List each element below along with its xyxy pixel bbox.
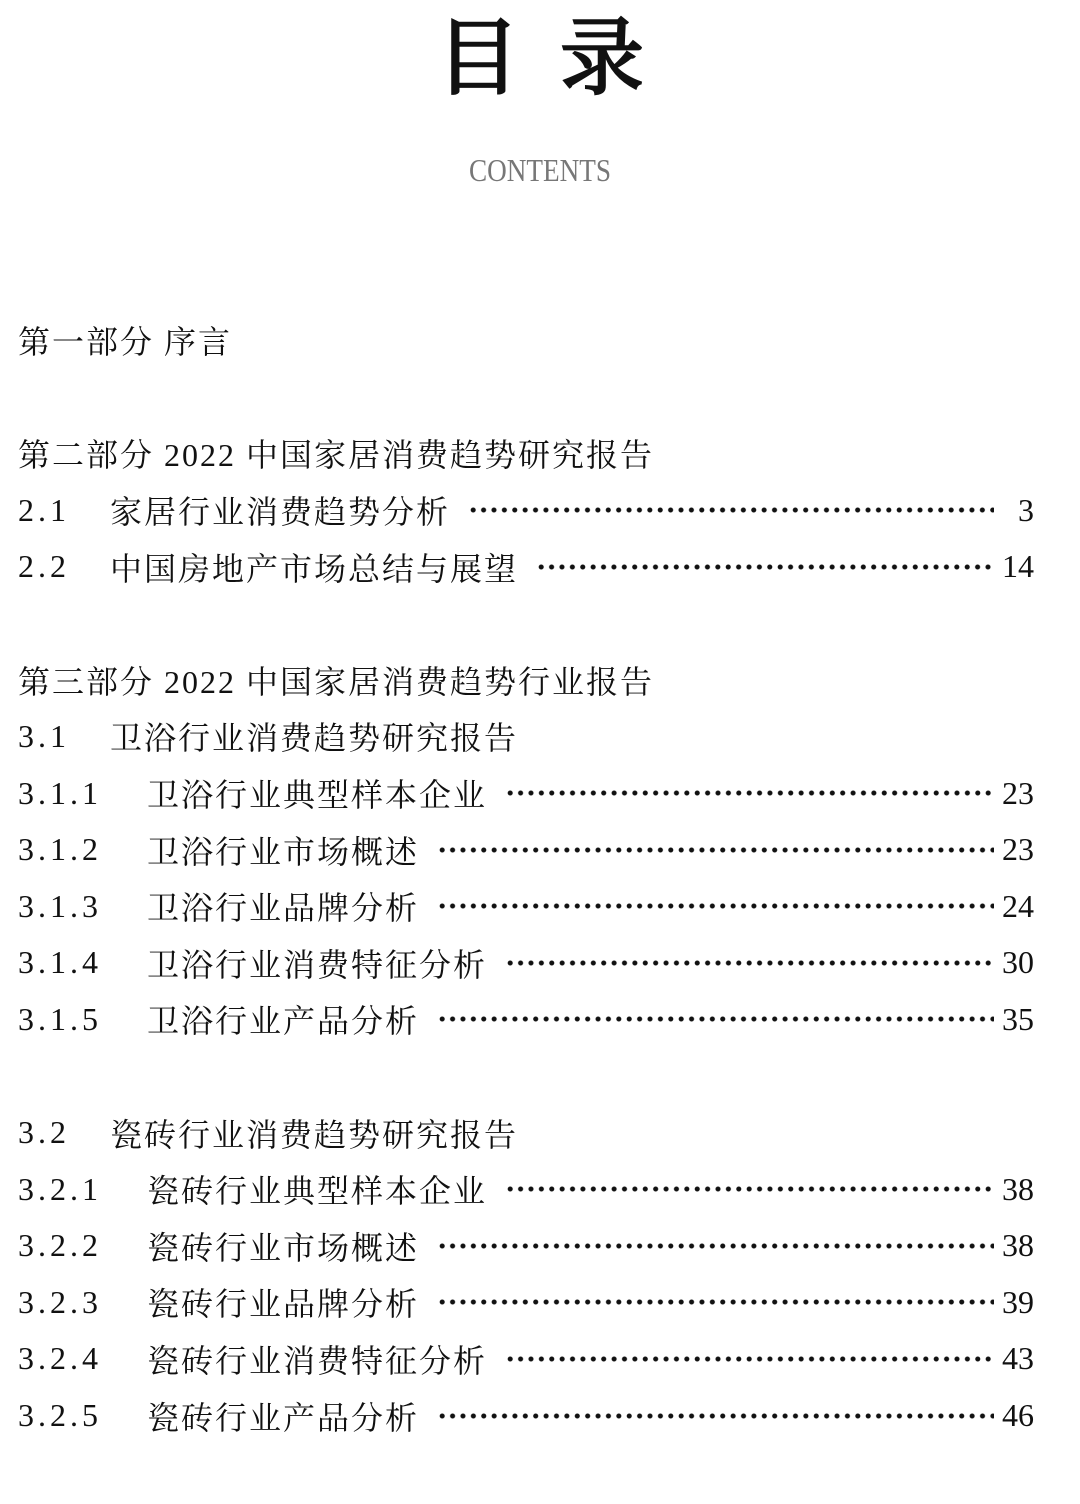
dot-leader: [505, 1349, 994, 1369]
entry-number: 3.1.1: [18, 774, 102, 811]
dot-leader: [536, 557, 994, 577]
dot-leader: [505, 953, 994, 973]
toc-part-2[interactable]: [18, 425, 1034, 482]
entry-number: 3.1.5: [18, 1000, 102, 1037]
spacer: [18, 1048, 1034, 1105]
spacer: [18, 595, 1034, 652]
entry-number: 3.2.1: [18, 1170, 102, 1207]
toc-entry[interactable]: [18, 482, 1034, 539]
dot-leader: [468, 500, 994, 520]
entry-label: 卫浴行业消费趋势研究报告: [110, 720, 519, 757]
toc-section[interactable]: [18, 708, 1034, 765]
entry-label: 卫浴行业典型样本企业: [147, 777, 488, 814]
entry-number: 3.2.5: [18, 1397, 102, 1434]
part-title: 第二部分 2022 中国家居消费趋势研究报告: [18, 437, 655, 474]
part-title: 第一部分 序言: [18, 324, 233, 361]
entry-number: 3.2.4: [18, 1340, 102, 1377]
entry-page: 46: [1002, 1397, 1034, 1434]
entry-label: 瓷砖行业市场概述: [147, 1229, 420, 1266]
entry-label: 瓷砖行业品牌分析: [147, 1286, 420, 1323]
toc-entry[interactable]: [18, 878, 1034, 935]
entry-page: 38: [1002, 1170, 1034, 1207]
toc-entry[interactable]: [18, 1274, 1034, 1331]
entry-number: 3.1.3: [18, 887, 102, 924]
entry-label: 瓷砖行业消费趋势研究报告: [110, 1116, 519, 1153]
entry-number: 3.1: [18, 717, 70, 754]
entry-number: 2.1: [18, 491, 70, 528]
entry-number: 3.2.2: [18, 1227, 102, 1264]
entry-label: 瓷砖行业产品分析: [147, 1399, 420, 1436]
entry-label: 中国房地产市场总结与展望: [110, 550, 519, 587]
spacer: [18, 369, 1034, 426]
entry-number: 3.2.3: [18, 1283, 102, 1320]
entry-number: 2.2: [18, 548, 70, 585]
entry-page: 35: [1002, 1000, 1034, 1037]
toc-entry[interactable]: [18, 1331, 1034, 1388]
part-title: 第三部分 2022 中国家居消费趋势行业报告: [18, 663, 655, 700]
dot-leader: [437, 896, 994, 916]
toc-part-1[interactable]: [18, 312, 1034, 369]
entry-number: 3.1.4: [18, 944, 102, 981]
entry-page: 43: [1002, 1340, 1034, 1377]
toc-entry[interactable]: [18, 935, 1034, 992]
page-title: 目录: [435, 13, 684, 106]
dot-leader: [505, 1179, 994, 1199]
entry-page: 39: [1002, 1283, 1034, 1320]
toc-entry[interactable]: [18, 1218, 1034, 1275]
entry-page: 23: [1002, 831, 1034, 868]
entry-page: 38: [1002, 1227, 1034, 1264]
toc-entry[interactable]: [18, 538, 1034, 595]
toc-part-3[interactable]: [18, 652, 1034, 709]
toc-entry[interactable]: [18, 1161, 1034, 1218]
entry-page: 23: [1002, 774, 1034, 811]
entry-label: 卫浴行业消费特征分析: [147, 946, 488, 983]
entry-page: 30: [1002, 944, 1034, 981]
entry-page: 24: [1002, 887, 1034, 924]
dot-leader: [437, 1406, 994, 1426]
toc-entry[interactable]: [18, 991, 1034, 1048]
dot-leader: [437, 1009, 994, 1029]
dot-leader: [505, 783, 994, 803]
dot-leader: [437, 1236, 994, 1256]
entry-label: 瓷砖行业典型样本企业: [147, 1173, 488, 1210]
dot-leader: [437, 1292, 994, 1312]
entry-label: 卫浴行业产品分析: [147, 1003, 420, 1040]
entry-number: 3.2: [18, 1114, 70, 1151]
entry-label: 卫浴行业市场概述: [147, 833, 420, 870]
entry-label: 卫浴行业品牌分析: [147, 890, 420, 927]
entry-page: 3: [1018, 491, 1034, 528]
entry-number: 3.1.2: [18, 831, 102, 868]
toc-section[interactable]: [18, 1104, 1034, 1161]
toc-entry[interactable]: [18, 765, 1034, 822]
dot-leader: [437, 840, 994, 860]
toc-entry[interactable]: [18, 821, 1034, 878]
table-of-contents: [18, 312, 1034, 1444]
page-subtitle: CONTENTS: [468, 152, 612, 188]
entry-label: 家居行业消费趋势分析: [110, 494, 451, 531]
entry-label: 瓷砖行业消费特征分析: [147, 1342, 488, 1379]
toc-entry[interactable]: [18, 1387, 1034, 1444]
entry-page: 14: [1002, 548, 1034, 585]
